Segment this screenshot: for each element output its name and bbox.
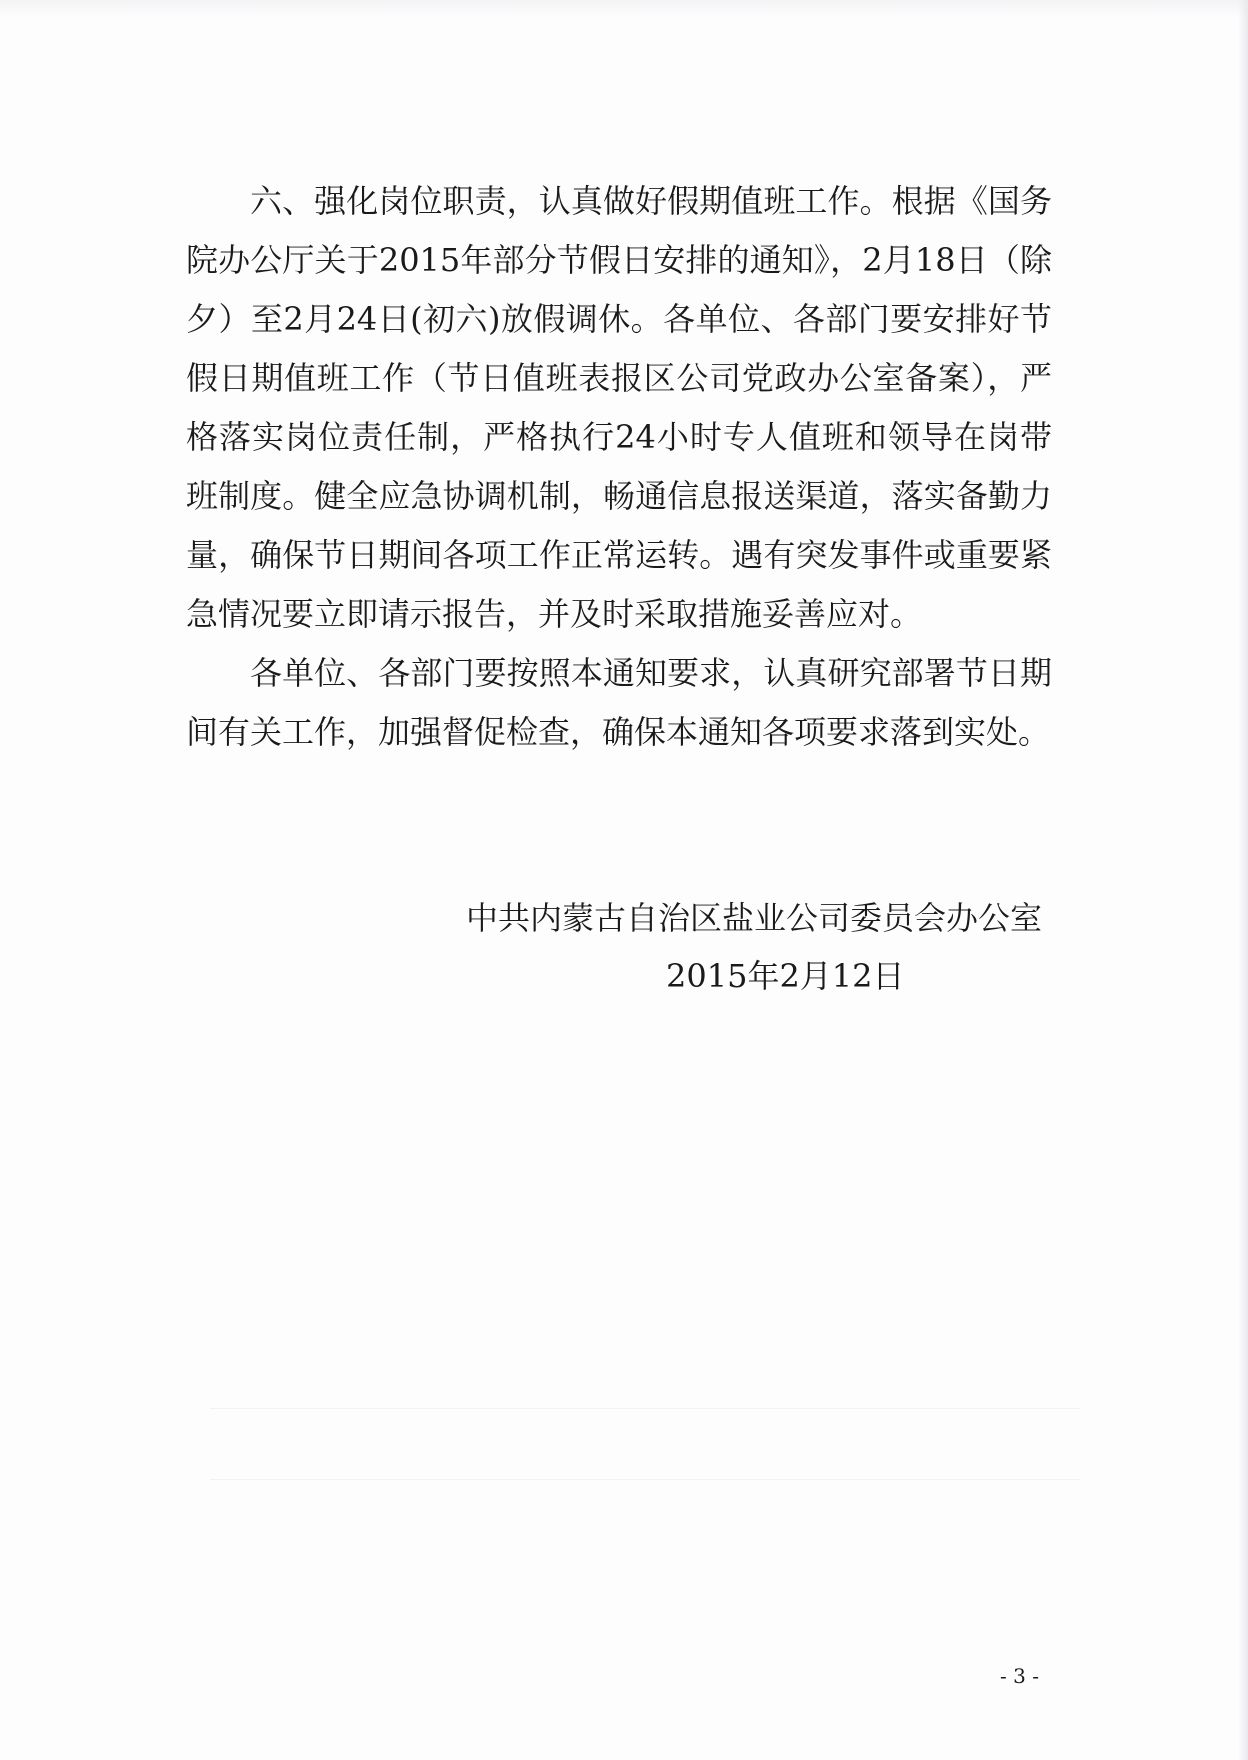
paragraph-duty-roster: 六、强化岗位职责，认真做好假期值班工作。根据《国务院办公厅关于2015年部分节假日安排的通知》，2月18日（除夕）至2月24日(初六)放假调休。各单位、各部门要安排好节假日期值班工作（节日值班表报区公司党政办公室备案），严格落实岗位责任制，严格执行24小时专人值班和领导在岗带班制度。健全应急协调机制，畅通信息报送渠道，落实备勤力量，确保节日期间各项工作正常运转。遇有突发事件或重要紧急情况要立即请示报告，并及时采取措施妥善应对。 bbox=[186, 182, 1052, 633]
signature-organization: 中共内蒙古自治区盐业公司委员会办公室 bbox=[466, 899, 1043, 937]
scan-edge-top bbox=[0, 0, 1248, 18]
document-body bbox=[186, 172, 1052, 762]
page-number: - 3 - bbox=[1000, 1664, 1039, 1688]
reverse-side-bleed-through bbox=[210, 1408, 1080, 1480]
scan-edge-right bbox=[1238, 0, 1248, 1760]
signature-date: 2015年2月12日 bbox=[666, 957, 905, 995]
paragraph-closing: 各单位、各部门要按照本通知要求，认真研究部署节日期间有关工作，加强督促检查，确保本通知各项要求落到实处。 bbox=[186, 654, 1052, 751]
